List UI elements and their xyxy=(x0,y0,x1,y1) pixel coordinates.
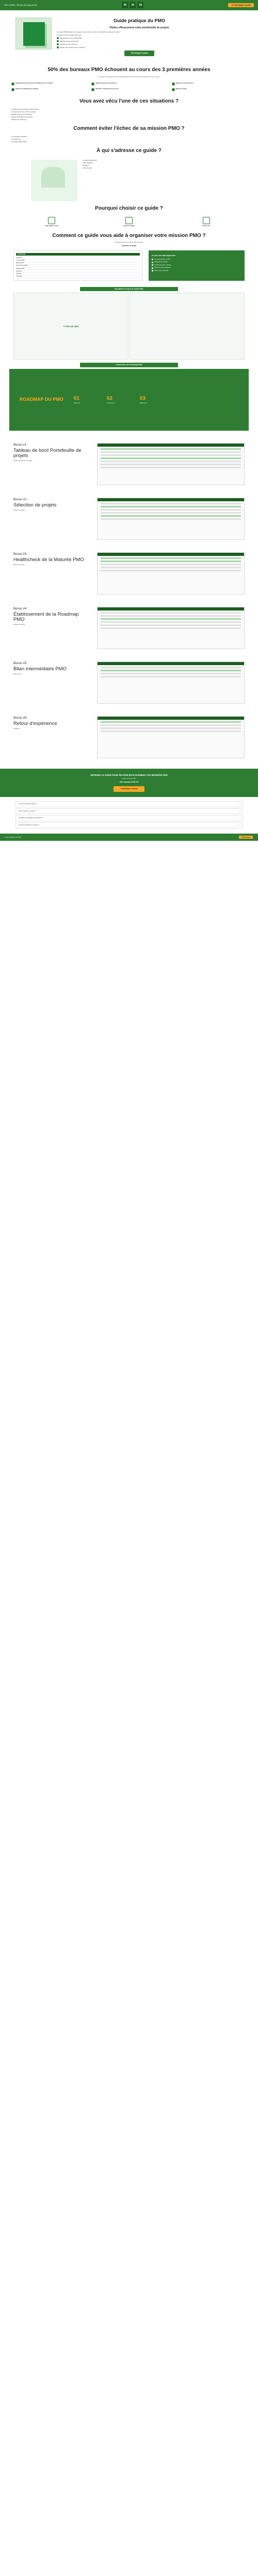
footer-cta-button[interactable]: Télécharger xyxy=(239,836,253,839)
toc-row: Sélection des projets xyxy=(16,265,140,267)
bonus-label: Bonus #6 : xyxy=(13,716,28,720)
faq-item[interactable]: Comment contacter le support ? + xyxy=(15,822,243,828)
countdown-minutes: 20 xyxy=(130,2,136,8)
bonus-label: Bonus #2 : xyxy=(13,498,28,501)
footer-text: Guide pratique du PMO xyxy=(5,836,22,838)
list-item: Chefs de projet xyxy=(83,167,92,170)
plus-icon: + xyxy=(238,824,239,826)
why-section xyxy=(0,214,258,230)
bonus-name: Établissement de la Roadmap PMO xyxy=(13,611,79,622)
failure-card: Mauvaise communication xyxy=(172,82,247,86)
failure-card: Manque d'outils xyxy=(172,88,247,92)
panel-check: Construction d'une roadmap xyxy=(152,264,241,266)
bonus-name: Healthcheck de la Maturité PMO xyxy=(13,556,84,563)
bonus-name: Sélection de projets xyxy=(13,502,57,508)
failure-para: Une étude a montré que près de la moitié des PMO échouent dans les 3 ans suivant leur mise en place. xyxy=(98,76,160,78)
panel-check: Choisir les bons indicateurs xyxy=(152,267,241,269)
panel-check: Les fondamentaux du PMO xyxy=(152,259,241,261)
check-icon xyxy=(57,43,59,45)
failure-card: Mauvaise compréhension du rôle xyxy=(91,88,166,92)
audience-title: À qui s'adresse ce guide ? xyxy=(96,148,162,154)
toc-row: Conclusion xyxy=(16,276,140,278)
failure-title: 50% des bureaux PMO échouent au cours des 3 premières années xyxy=(47,67,211,73)
bonus-1: Bonus #1 : Tableau de bord Portefeuille de projets Suivez l'ensemble de vos projets. xyxy=(0,438,258,493)
failure-card: Désalignement des missions du PMO avec la stratégie xyxy=(11,82,86,86)
bonus-4: Bonus #4 : Établissement de la Roadmap PMO Planifiez la roadmap. xyxy=(0,602,258,656)
bonus-name: Bilan intermédiaire PMO xyxy=(13,666,67,672)
list-item: Le lancement de trop nombreux projets xyxy=(11,111,36,113)
bonus-screenshot xyxy=(97,443,245,485)
panel-check: Piloter votre portefeuille xyxy=(152,270,241,272)
countdown-hours: 00 xyxy=(122,2,128,8)
situations-title: Vous avez vécu l'une de ces situations ? xyxy=(79,98,179,105)
failure-card: Manque de légitimité des équipes xyxy=(11,88,86,92)
offer-download-button[interactable]: Télécharger le Guide xyxy=(114,786,145,791)
plus-icon: + xyxy=(238,802,239,805)
toc-row: Introduction xyxy=(16,257,140,259)
bonus-screenshot xyxy=(97,716,245,758)
toc-label: Contenu du guide xyxy=(121,244,137,247)
audience-section xyxy=(0,157,258,203)
bonus-label: Bonus #3 : xyxy=(13,552,28,556)
bonus-3: Bonus #3 : Healthcheck de la Maturité PMO Évaluez la maturité. xyxy=(0,547,258,602)
roadmap-ribbon: Construction de la Roadmap PMO xyxy=(80,363,178,367)
hero-section xyxy=(0,10,258,61)
failure-card: Manque d'appui de la direction xyxy=(91,82,166,86)
why-item: Bonus inclus xyxy=(170,217,243,227)
warning-icon xyxy=(172,82,175,86)
footer-bar xyxy=(0,834,258,841)
roadmap-title: ROADMAP DU PMO xyxy=(20,397,63,402)
hero-check: Sélectionnez les bons projets xyxy=(57,40,222,42)
faq-item[interactable]: Le guide est-il adapté aux débutants ? + xyxy=(15,815,243,821)
bonus-name: Tableau de bord Portefeuille de projets xyxy=(13,447,82,459)
toc-row: Maturité PMO xyxy=(16,262,140,265)
roadmap-step: 01 Diagnostic xyxy=(73,396,80,404)
toc-section xyxy=(0,247,258,284)
price: 47€ xyxy=(135,781,139,784)
list-item: Les étapes clés xyxy=(11,138,21,140)
learn-panel xyxy=(149,250,245,281)
list-item: Managers xyxy=(83,165,89,167)
bonus-screenshot xyxy=(97,607,245,649)
hero-subtitle: Pilotez efficacement votre portefeuille de projets xyxy=(109,26,169,30)
pmo-types-label: TYPES DE PMO xyxy=(13,293,128,360)
hero-check: Rendez des comptes avec un reporting xyxy=(57,46,222,48)
pmo-types-preview xyxy=(0,293,258,360)
list-item: Manque de visibilité sur les projets xyxy=(11,116,33,118)
gift-icon xyxy=(203,217,210,224)
warning-icon xyxy=(11,82,14,86)
warning-icon xyxy=(91,82,94,86)
countdown xyxy=(122,2,143,8)
bonus-screenshot xyxy=(97,498,245,540)
bonus-label: Bonus #1 : xyxy=(13,443,28,447)
audience-intro: Ce guide s'adresse aux : xyxy=(83,159,98,161)
organize-para: Ce guide propose une méthode étape par étape. xyxy=(115,242,143,244)
faq-section xyxy=(0,797,258,834)
avoid-list xyxy=(0,134,258,145)
toc-doc-title: SOMMAIRE xyxy=(16,253,140,256)
plus-icon: + xyxy=(238,809,239,812)
toc-row: Roadmap PMO xyxy=(16,267,140,270)
warning-icon xyxy=(172,88,175,91)
list-item: Les outils indispensables xyxy=(11,141,27,143)
offer-text: Guide + 6 bonus inclus xyxy=(122,778,136,780)
top-cta-button[interactable]: Je télécharge le guide xyxy=(228,3,254,8)
bonus-2: Bonus #2 : Sélection de projets Priorisez les projets. xyxy=(0,493,258,547)
panel-check: Diagnostic de maturité xyxy=(152,261,241,263)
specifics-ribbon: Spécificités et enjeux du métier PMO xyxy=(80,287,178,291)
list-item: PMOs débutants xyxy=(83,162,93,164)
faq-item[interactable]: Puis-je l'utiliser en équipe ? + xyxy=(15,808,243,815)
situations-list xyxy=(0,107,258,124)
countdown-seconds: 55 xyxy=(137,2,143,8)
bonus-name: Retour d'expérience xyxy=(13,720,57,726)
plus-icon: + xyxy=(238,817,239,819)
list-item: Le PMO peine à démontrer sa valeur ajoutée xyxy=(11,108,39,110)
hero-download-button[interactable]: Télécharger le guide xyxy=(124,50,154,56)
why-item: Guide métier complet xyxy=(15,217,88,227)
faq-item[interactable]: Comment recevoir le guide ? + xyxy=(15,801,243,807)
toc-row: Reporting xyxy=(16,273,140,276)
toc-document xyxy=(13,250,142,281)
organize-title: Comment ce guide vous aide à organiser votre mission PMO ? xyxy=(52,232,206,239)
check-icon xyxy=(57,37,59,39)
panel-title: Ce que vous allez apprendre xyxy=(152,255,175,257)
offer-title: OBTENEZ LE GUIDE POUR PILOTER EFFICACEMENT VOS MISSIONS PMO xyxy=(90,773,168,776)
roadmap-step: 03 Déploiement xyxy=(139,396,148,404)
hero-check: Construisez votre roadmap xyxy=(57,43,222,45)
hero-text-1: Vous êtes PMO débutant ou manager qui doit mettre en place une démarche de pilotage de projet ? xyxy=(57,30,121,33)
failure-cards xyxy=(0,78,258,96)
roadmap-step: 02 Construction xyxy=(106,396,115,404)
book-icon xyxy=(48,217,55,224)
toc-row: Indicateurs xyxy=(16,270,140,273)
banner-text: Offre limitée : Bonus dès aujourd'hui xyxy=(4,4,38,7)
page-title: Guide pratique du PMO xyxy=(113,18,165,23)
warning-icon xyxy=(11,88,14,91)
bonus-screenshot xyxy=(97,662,245,704)
list-item: Difficulté à prioriser le portefeuille xyxy=(11,113,32,115)
list-item: Problème de ressources xyxy=(11,119,27,121)
top-banner xyxy=(0,0,258,10)
bonus-label: Bonus #4 : xyxy=(13,607,28,611)
why-item: Approche pratique xyxy=(93,217,165,227)
hero-check: Diagnostiquez votre maturité PMO xyxy=(57,37,222,39)
list-item: Les principes à respecter xyxy=(11,135,27,138)
avoid-title: Comment éviter l'échec de sa mission PMO ? xyxy=(73,126,185,132)
why-title: Pourquoi choisir ce guide ? xyxy=(95,205,163,211)
hero-text-2: Ce guide vous accompagne pas à pas. xyxy=(57,33,82,36)
bonus-screenshot xyxy=(97,552,245,595)
tools-icon xyxy=(125,217,133,224)
warning-icon xyxy=(91,88,94,91)
bonus-5: Bonus #5 : Bilan intermédiaire PMO Faites le point. xyxy=(0,656,258,711)
roadmap-band xyxy=(9,369,249,431)
bonus-6: Bonus #6 : Retour d'expérience Capitalisez. xyxy=(0,711,258,766)
price-label: Offre spéciale à PMI xyxy=(119,781,136,784)
bonus-label: Bonus #5 : xyxy=(13,662,28,665)
guide-cover-image xyxy=(15,18,52,49)
toc-row: Le rôle du PMO xyxy=(16,259,140,262)
audience-illustration xyxy=(31,160,77,201)
preview-panel xyxy=(130,293,245,360)
offer-section xyxy=(0,769,258,797)
check-icon xyxy=(57,40,59,42)
